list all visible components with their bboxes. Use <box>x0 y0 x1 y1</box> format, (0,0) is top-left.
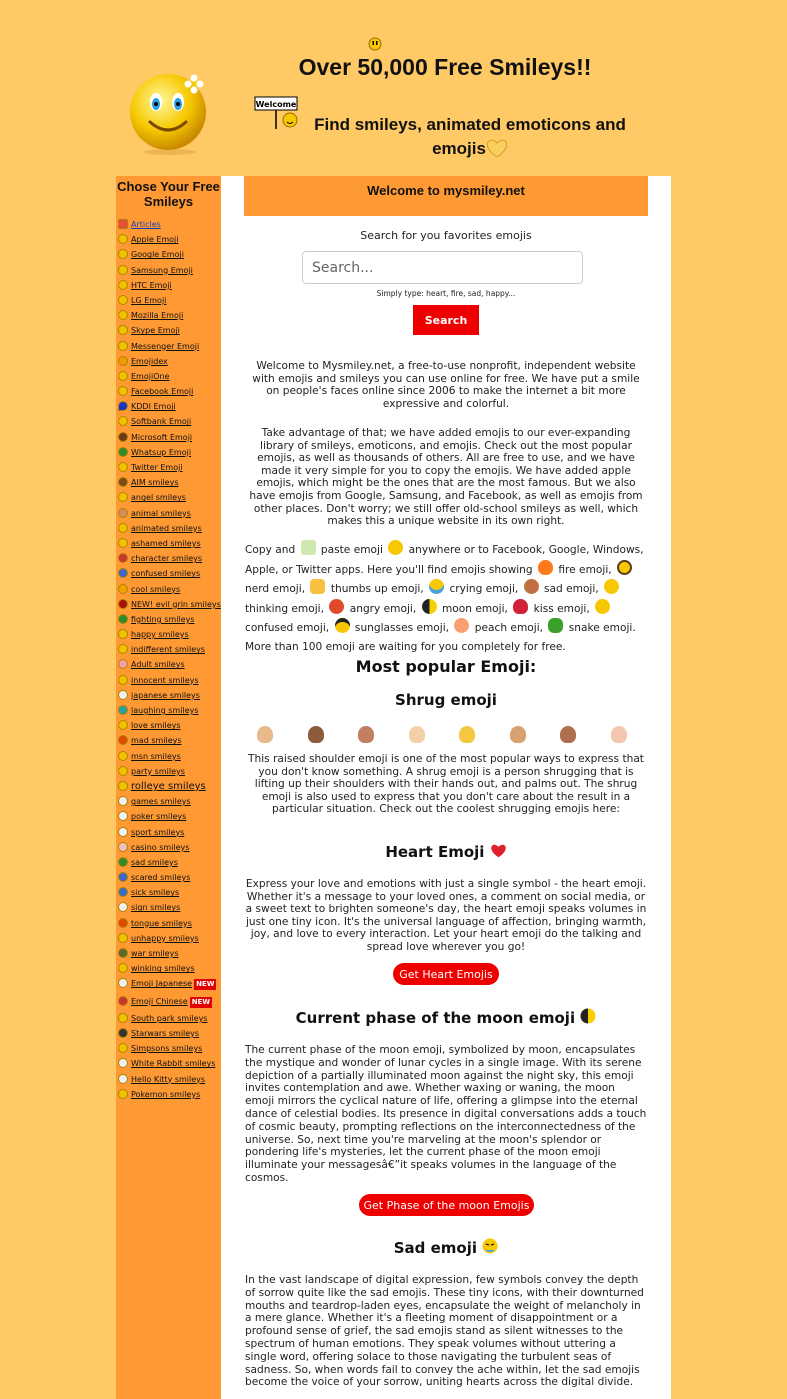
moon-emoji-icon <box>422 599 437 614</box>
sidebar-link[interactable]: Twitter Emoji <box>131 463 183 472</box>
sidebar-item[interactable] <box>118 296 221 305</box>
shrug-emoji-icon[interactable] <box>409 726 425 743</box>
heart-description: Express your love and emotions with just a single symbol - the heart emoji. Whether it's a message to your loved ones, a comment on social media, or a sweet text to brighten someone's day, the heart emoji speaks volumes in just one tiny icon. It's the universal language of affection, bringing warmth, joy, and love to every interaction. Let your heart emoji do the talking and spread love wherever you go! <box>245 878 647 953</box>
smiley-icon <box>118 933 128 943</box>
sidebar-item[interactable] <box>118 888 221 897</box>
smiley-icon <box>118 644 128 654</box>
sidebar-item[interactable] <box>118 387 221 396</box>
sidebar-link[interactable]: games smileys <box>131 797 191 807</box>
page-title: Over 50,000 Free Smileys!! <box>298 54 592 80</box>
thinking-emoji-icon <box>604 579 619 594</box>
sidebar-item[interactable] <box>118 736 221 745</box>
sad-emoji-heading: Sad emoji <box>221 1238 671 1257</box>
sidebar-item[interactable] <box>118 843 221 852</box>
sidebar-item[interactable] <box>118 1044 221 1053</box>
smiley-icon <box>118 963 128 973</box>
smiley-icon <box>118 462 128 472</box>
smiley-icon <box>118 432 128 442</box>
sidebar-link[interactable]: Skype Emoji <box>131 326 180 336</box>
sidebar-link[interactable]: Articles <box>131 220 161 229</box>
snake-emoji-icon <box>548 618 563 633</box>
site-header <box>0 0 787 176</box>
smiley-icon <box>118 416 128 426</box>
sidebar-link[interactable]: Simpsons smileys <box>131 1044 203 1054</box>
shrug-emoji-icon[interactable] <box>257 726 273 743</box>
smiley-icon <box>118 887 128 897</box>
smiley-icon <box>118 508 128 518</box>
sidebar-item[interactable] <box>118 615 221 624</box>
sidebar-item[interactable] <box>118 402 221 411</box>
sidebar-link[interactable]: cool smileys <box>131 584 181 594</box>
smiley-icon <box>118 705 128 715</box>
smiley-icon <box>118 1089 128 1099</box>
sidebar-link[interactable]: character smileys <box>131 554 203 564</box>
grinning-emoji-icon <box>388 540 403 555</box>
shrug-emoji-row <box>257 726 627 743</box>
smiley-icon <box>118 902 128 912</box>
sidebar-item[interactable] <box>118 342 221 351</box>
main-content <box>221 176 671 1399</box>
sidebar-item[interactable] <box>118 509 221 518</box>
heart-icon <box>118 401 128 411</box>
sidebar-item[interactable] <box>118 1090 221 1099</box>
sidebar-item[interactable] <box>118 266 221 275</box>
sidebar-item[interactable] <box>118 357 221 366</box>
sidebar-item[interactable] <box>118 767 221 776</box>
sidebar-link[interactable]: Apple Emoji <box>131 235 179 245</box>
sidebar-link[interactable]: indifferent smileys <box>131 645 206 655</box>
smiley-icon <box>118 492 128 502</box>
sidebar-item[interactable] <box>118 478 221 487</box>
sidebar-link[interactable]: party smileys <box>131 766 185 776</box>
sidebar-item[interactable] <box>118 1014 221 1023</box>
smiley-icon <box>118 811 128 821</box>
sidebar-link[interactable]: Emojidex <box>131 356 168 366</box>
kiss-emoji-icon <box>513 599 528 614</box>
shrug-emoji-icon[interactable] <box>510 726 526 743</box>
crying-face-icon <box>482 1238 498 1254</box>
shrug-description: This raised shoulder emoji is one of the most popular ways to express that you don't know something. A shrug emoji is a person shrugging that is lifting up their shoulders with their hands out, and palms out. The shrug emoji is also used to express that you don't care about the result in a particular situation. Check out the coolest shrugging emojis here: <box>248 753 644 816</box>
crying-emoji-icon <box>429 579 444 594</box>
moon-phase-icon <box>580 1008 596 1024</box>
sidebar-link[interactable]: scared smileys <box>131 873 191 883</box>
smiley-icon <box>118 295 128 305</box>
red-heart-icon <box>490 843 507 858</box>
sidebar-list <box>116 220 221 1099</box>
shrug-emoji-icon[interactable] <box>611 726 627 743</box>
sidebar-link[interactable]: love smileys <box>131 721 181 731</box>
sidebar-item[interactable] <box>118 463 221 472</box>
smiley-icon <box>118 690 128 700</box>
sidebar-link[interactable]: South park smileys <box>131 1013 208 1023</box>
smiley-icon <box>118 584 128 594</box>
smiley-icon <box>118 1013 128 1023</box>
sidebar-link[interactable]: confused smileys <box>131 569 201 579</box>
smiley-icon <box>118 842 128 852</box>
shrug-emoji-icon[interactable] <box>308 726 324 743</box>
smiley-icon <box>118 1058 128 1068</box>
search-input[interactable] <box>302 251 583 284</box>
sidebar-item[interactable] <box>118 676 221 685</box>
sidebar-item[interactable] <box>118 979 221 990</box>
smiley-icon <box>118 827 128 837</box>
thumbs-up-emoji-icon <box>310 579 325 594</box>
copy-paste-paragraph: Copy and paste emoji anywhere or to Facebook, Google, Windows, Apple, or Twitter apps. Here you'll find emojis showing fire emoji, nerd emoji, thumbs up emoji, crying emoji, sad emoji, thinking emoji, angry emoji, moon emoji, kiss emoji, confused emoji, sunglasses emoji, peach emoji, snake emoji. More than 100 emoji are waiting for you completely for free. <box>245 540 647 656</box>
sidebar-item[interactable] <box>118 964 221 973</box>
sidebar-link[interactable]: Emoji Japanese <box>131 979 193 989</box>
sidebar-item[interactable] <box>118 448 221 457</box>
smiley-icon <box>118 996 128 1006</box>
sidebar-link[interactable]: unhappy smileys <box>131 933 199 943</box>
svg-text:Welcome: Welcome <box>255 100 297 109</box>
sidebar-link[interactable]: sick smileys <box>131 888 180 898</box>
sidebar-link[interactable]: casino smileys <box>131 842 190 852</box>
welcome-bar: Welcome to mysmiley.net <box>244 176 648 216</box>
sidebar-link[interactable]: Mozilla Emoji <box>131 311 184 321</box>
smiley-icon <box>118 234 128 244</box>
sidebar-item[interactable] <box>118 873 221 882</box>
sidebar-item[interactable] <box>118 660 221 669</box>
popular-emoji-heading: Most popular Emoji: <box>355 657 537 676</box>
sidebar-item[interactable] <box>118 630 221 639</box>
sidebar-item[interactable] <box>118 1029 221 1038</box>
nerd-emoji-icon <box>617 560 632 575</box>
sidebar-link[interactable]: happy smileys <box>131 630 189 640</box>
book-icon <box>118 219 128 229</box>
moon-description: The current phase of the moon emoji, symbolized by moon, encapsulates the mystique and wonder of lunar cycles in a single image. With its serene depiction of a partially illuminated moon against the night sky, this emoji invites contemplation and awe. Whether waxing or waning, the moon emoji mirrors the cyclical nature of life, offering a glimpse into the eternal dance of celestial bodies. Its presence in digital conversations adds a touch of cosmic beauty, prompting reflections on the interconnectedness of the universe. So, next time you're marveling at the moon's splendor or pondering life's mysteries, let the current phase of the moon emoji illuminate your messagesâ€”it speaks volumes in the language of the cosmos. <box>245 1044 647 1184</box>
sidebar-item[interactable] <box>118 721 221 730</box>
smiley-icon <box>118 614 128 624</box>
smiley-icon <box>118 918 128 928</box>
smiley-icon <box>118 447 128 457</box>
smiley-icon <box>118 310 128 320</box>
sidebar-item[interactable] <box>118 372 221 381</box>
smiley-icon <box>118 796 128 806</box>
sidebar-item[interactable] <box>118 858 221 867</box>
smiley-icon <box>118 523 128 533</box>
search-button[interactable]: Search <box>413 305 479 335</box>
sunglasses-emoji-icon <box>335 618 350 633</box>
sidebar-link[interactable]: Facebook Emoji <box>131 387 194 397</box>
sidebar-item[interactable] <box>118 600 221 609</box>
sidebar-item[interactable] <box>118 417 221 426</box>
sidebar-link[interactable]: tongue smileys <box>131 918 192 928</box>
sidebar-item[interactable] <box>118 1059 221 1068</box>
shrug-emoji-heading: Shrug emoji <box>395 691 497 709</box>
angry-emoji-icon <box>329 599 344 614</box>
smiley-icon <box>118 766 128 776</box>
sidebar-link[interactable]: sad smileys <box>131 857 178 867</box>
smiley-icon <box>118 599 128 609</box>
scissors-icon <box>301 540 316 555</box>
yellow-heart-icon <box>486 138 508 158</box>
smiley-icon <box>118 325 128 335</box>
tiny-smiley-icon <box>368 37 382 51</box>
sidebar-item[interactable] <box>118 585 221 594</box>
smiley-icon <box>118 538 128 548</box>
smiley-icon <box>118 720 128 730</box>
sidebar-link[interactable]: Adult smileys <box>131 660 185 670</box>
sidebar-link[interactable]: animated smileys <box>131 523 202 533</box>
sidebar-item[interactable] <box>118 569 221 578</box>
sidebar-item[interactable] <box>118 554 221 563</box>
sidebar-link[interactable]: innocent smileys <box>131 675 199 685</box>
sidebar-item[interactable] <box>118 752 221 761</box>
smiley-icon <box>118 978 128 988</box>
sidebar-link[interactable]: laughing smileys <box>131 706 199 715</box>
sidebar-link[interactable]: rolleye smileys <box>131 780 206 792</box>
smiley-icon <box>118 249 128 259</box>
sidebar-link[interactable]: AIM smileys <box>131 478 179 488</box>
sidebar-item[interactable] <box>118 433 221 442</box>
sidebar-link[interactable]: sign smileys <box>131 903 181 913</box>
sidebar-link[interactable]: Emoji Chinese <box>131 996 188 1006</box>
sidebar-link[interactable]: Pokemon smileys <box>131 1089 201 1099</box>
sidebar-link[interactable]: angel smileys <box>131 493 186 503</box>
smiley-logo-icon[interactable] <box>128 72 212 156</box>
smiley-icon <box>118 857 128 867</box>
moon-emoji-heading: Current phase of the moon emoji <box>221 1008 671 1027</box>
sidebar-item[interactable] <box>118 691 221 700</box>
smiley-icon <box>118 1074 128 1084</box>
sidebar-link[interactable]: japanese smileys <box>131 690 200 700</box>
sidebar-link[interactable]: sport smileys <box>131 827 185 837</box>
new-badge: NEW <box>196 980 215 989</box>
shrug-emoji-icon[interactable] <box>560 726 576 743</box>
sidebar-item[interactable] <box>118 539 221 548</box>
sidebar-item[interactable] <box>118 220 221 229</box>
sidebar-item[interactable] <box>118 903 221 912</box>
sidebar-item[interactable] <box>118 1075 221 1084</box>
confused-emoji-icon <box>595 599 610 614</box>
sidebar-link[interactable]: Samsung Emoji <box>131 265 193 275</box>
smiley-icon <box>118 553 128 563</box>
sidebar-link[interactable]: Hello Kitty smileys <box>131 1074 206 1084</box>
peach-emoji-icon <box>454 618 469 633</box>
sidebar-item[interactable] <box>118 919 221 928</box>
smiley-icon <box>118 735 128 745</box>
sidebar-link[interactable]: NEW! evil grin smileys <box>131 599 221 609</box>
sidebar-link[interactable]: ashamed smileys <box>131 538 201 548</box>
sidebar-item[interactable] <box>118 997 221 1008</box>
sidebar-item[interactable] <box>118 797 221 806</box>
sidebar-link[interactable]: Google Emoji <box>131 250 184 260</box>
sidebar-link[interactable]: mad smileys <box>131 736 182 746</box>
page-subtitle: Find smileys, animated emoticons and emojis <box>314 115 626 158</box>
sidebar-item[interactable] <box>118 934 221 943</box>
sidebar-link[interactable]: LG Emoji <box>131 295 167 305</box>
get-heart-emojis-button[interactable]: Get Heart Emojis <box>393 963 499 985</box>
smiley-icon <box>118 386 128 396</box>
sidebar-item[interactable] <box>118 524 221 533</box>
search-intro: Search for you favorites emojis <box>360 229 532 242</box>
smiley-icon <box>118 1043 128 1053</box>
sidebar-link[interactable]: war smileys <box>131 949 179 958</box>
intro-paragraph: Welcome to Mysmiley.net, a free-to-use nonprofit, independent website with emojis and smileys you can use online for free. We have put a smile on people's faces online since 2006 to make the internet a bit more expressive and colorful. <box>252 360 640 410</box>
smiley-icon <box>118 568 128 578</box>
sidebar-link[interactable]: EmojiOne <box>131 371 170 381</box>
sidebar-item[interactable] <box>118 812 221 821</box>
sidebar-item[interactable] <box>118 828 221 837</box>
smiley-icon <box>118 751 128 761</box>
sidebar-item[interactable] <box>118 326 221 335</box>
search-hint: Simply type: heart, fire, sad, happy... <box>376 289 516 298</box>
sad-monkey-emoji-icon <box>524 579 539 594</box>
sidebar-link[interactable]: Whatsup Emoji <box>131 447 192 457</box>
sidebar-item[interactable] <box>118 281 221 290</box>
sidebar-link[interactable]: Microsoft Emoji <box>131 432 193 442</box>
smiley-icon <box>118 872 128 882</box>
sidebar-link[interactable]: msn smileys <box>131 751 181 761</box>
shrug-emoji-icon[interactable] <box>358 726 374 743</box>
sidebar-link[interactable]: poker smileys <box>131 812 187 822</box>
fire-emoji-icon <box>538 560 553 575</box>
sidebar-item[interactable] <box>118 706 221 715</box>
smiley-icon <box>118 948 128 958</box>
sidebar-item[interactable] <box>118 949 221 958</box>
smiley-icon <box>118 659 128 669</box>
smiley-icon <box>118 477 128 487</box>
sidebar-link[interactable]: KDDI Emoji <box>131 402 176 412</box>
sidebar-item[interactable] <box>118 250 221 259</box>
new-badge: NEW <box>191 997 211 1006</box>
sidebar-item[interactable] <box>118 493 221 502</box>
smiley-icon <box>118 629 128 639</box>
smiley-icon <box>118 1028 128 1038</box>
sidebar-link[interactable]: animal smileys <box>131 508 191 518</box>
library-paragraph: Take advantage of that; we have added emojis to our ever-expanding library of smileys, emoticons, and emojis. Check out the most popular emojis, as well as thousands of others. All are free to use, and we have made it very simple for you to copy the emojis. We have added apple emojis, which might be the ones that are the most famous. But we also have emojis from Google, Samsung, and Facebook, as well as emojis from other places. Don't worry; we still offer old-school smileys as well, which makes this a unique website in its own right. <box>249 427 643 528</box>
smiley-icon <box>118 280 128 290</box>
sidebar-link[interactable]: Softbank Emoji <box>131 417 192 427</box>
heart-emoji-heading: Heart Emoji <box>221 843 671 861</box>
sidebar-link[interactable]: HTC Emoji <box>131 280 172 290</box>
sidebar-item[interactable] <box>118 782 221 791</box>
sidebar-link[interactable]: White Rabbit smileys <box>131 1059 216 1069</box>
smiley-icon <box>118 371 128 381</box>
smiley-icon <box>118 781 128 791</box>
sidebar <box>116 176 221 1399</box>
sad-description: In the vast landscape of digital expression, few symbols convey the depth of sorrow quite like the sad emojis. These tiny icons, with their downturned mouths and teardrop-laden eyes, encapsulate the weight of melancholy in a mere glance. Whether it's a fleeting moment of disappointment or a profound sense of grief, the sad emojis stand as silent witnesses to the spectrum of human emotions. They speak volumes without uttering a single word, offering solace to those navigating the turbulent seas of sadness. So, when words fail to convey the ache within, let the sad emojis become the voice of your sorrow, uniting hearts across the digital divide. <box>245 1274 644 1389</box>
sidebar-link[interactable]: fighting smileys <box>131 614 195 624</box>
sidebar-item[interactable] <box>118 311 221 320</box>
get-moon-emojis-button[interactable]: Get Phase of the moon Emojis <box>359 1194 534 1216</box>
smiley-icon <box>118 265 128 275</box>
sidebar-link[interactable]: winking smileys <box>131 964 195 974</box>
sidebar-item[interactable] <box>118 235 221 244</box>
shrug-emoji-icon[interactable] <box>459 726 475 743</box>
sidebar-link[interactable]: Messenger Emoji <box>131 341 200 351</box>
smiley-icon <box>118 341 128 351</box>
smiley-icon <box>118 356 128 366</box>
sidebar-title: Chose Your Free Smileys <box>117 179 220 209</box>
sidebar-item[interactable] <box>118 645 221 654</box>
sidebar-link[interactable]: Starwars smileys <box>131 1028 200 1038</box>
smiley-icon <box>118 675 128 685</box>
